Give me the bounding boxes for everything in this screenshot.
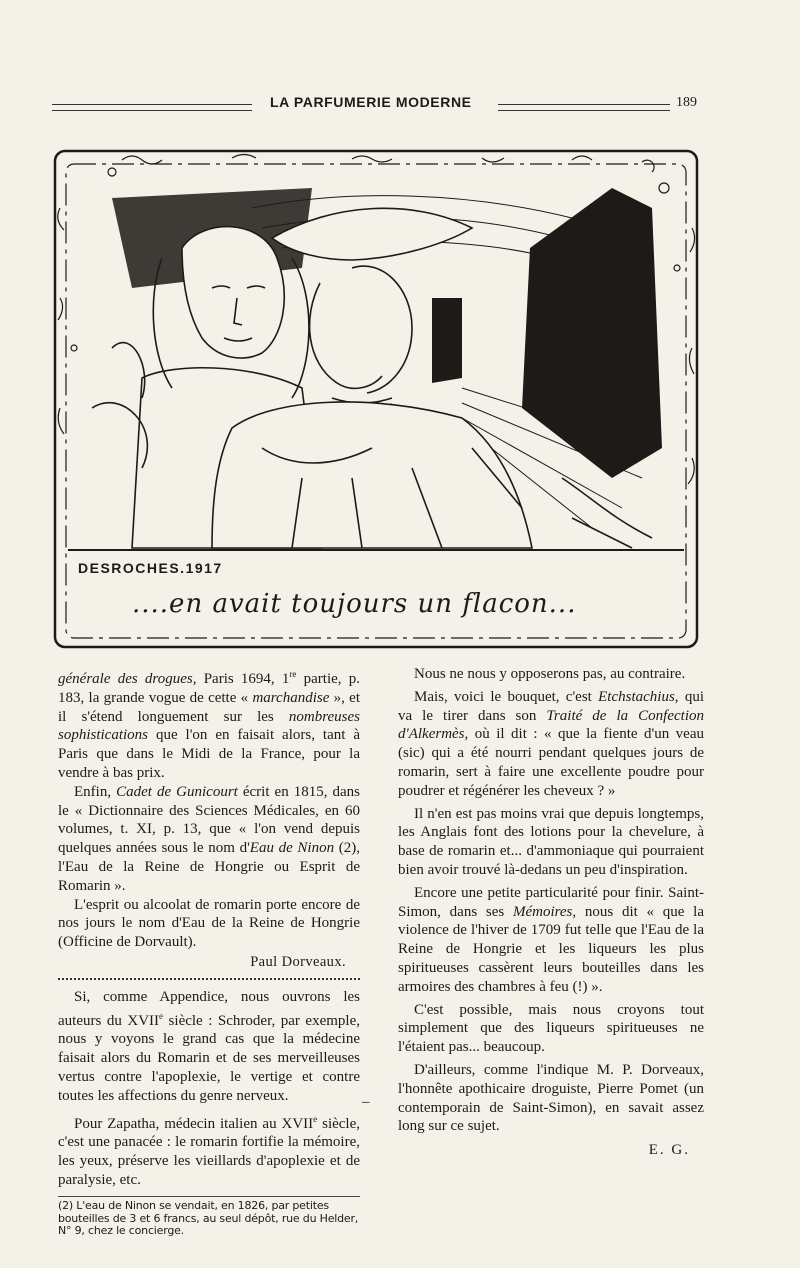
running-title: LA PARFUMERIE MODERNE [270, 94, 472, 110]
page-number: 189 [676, 95, 697, 110]
left-paragraph-4: Si, comme Appendice, nous ouvrons les auteurs du XVIIe siècle : Schroder, par exemple, nous y voyons le grand cas que la médecine faisait alors du Romarin et de ses merveilleuses vertus contre l'apoplexie, le vertige et contre toutes les affections du genre nerveux. [58, 988, 360, 1104]
left-column [58, 665, 360, 1238]
dotted-separator [58, 978, 360, 980]
left-paragraph-3: L'esprit ou alcoolat de romarin porte encore de nos jours le nom d'Eau de la Reine de Hongrie (Officine de Dorvault). [58, 896, 360, 951]
author-signature: Paul Dorveaux. [250, 953, 346, 970]
right-paragraph-5: C'est possible, mais nous croyons tout simplement que des liqueurs spiritueuses ne l'étaient pas... beaucoup. [398, 1001, 704, 1056]
header-rule-left [52, 104, 252, 111]
right-paragraph-1: Nous ne nous y opposerons pas, au contraire. [414, 666, 686, 682]
footnote-rule [58, 1196, 360, 1197]
header-rule-right [498, 104, 670, 111]
footnote: (2) L'eau de Ninon se vendait, en 1826, par petites bouteilles de 3 et 6 francs, au seul dépôt, rue du Helder, N° 9, chez le concierge. [58, 1198, 359, 1238]
right-paragraph-2: Mais, voici le bouquet, c'est Etchstachius, qui va le tirer dans son Traité de la Confection d'Alkermès, où il dit : « que la fiente d'un veau (sic) qui a été nourri pendant quelques jours de romarin, sert à faire une excellente poudre pour poudrer et régénérer les cheveux ? » [398, 688, 704, 799]
right-paragraph-3: Il n'en est pas moins vrai que depuis longtemps, les Anglais font des lotions pour la chevelure, à base de romarin et... d'ammoniaque qui pourraient bien avoir trouvé là-dedans un peu d'inspiration. [398, 805, 704, 878]
author-initials: E. G. [648, 1142, 690, 1159]
right-paragraph-4: Encore une petite particularité pour finir. Saint-Simon, dans ses Mémoires, nous dit « que la violence de l'hiver de 1709 fut telle que l'Eau de la Reine de Hongrie et les liqueurs les plus spiritueuses cassèrent leurs bouteilles dans les armoires des chambres à feu (!) ». [398, 884, 704, 995]
illustration-drawing [52, 148, 700, 650]
left-paragraph-1: générale des drogues, Paris 1694, 1re partie, p. 183, la grande vogue de cette « marchandise », et il s'étend longuement sur les nombreuses sophistications que l'on en faisait alors, tant à Paris que dans le Midi de la France, pour la vendre à bas prix. [58, 669, 361, 781]
right-paragraph-6: D'ailleurs, comme l'indique M. P. Dorveaux, l'honnête apothicaire droguiste, Pierre Pomet (un contemporain de Saint-Simon), en savait assez long sur ce sujet. [398, 1061, 704, 1135]
illustration [52, 148, 700, 650]
right-column [398, 665, 704, 1160]
margin-dash-mark: – [362, 1094, 370, 1110]
illustration-caption: ....en avait toujours un flacon... [132, 589, 577, 619]
artist-signature: DESROCHES.1917 [78, 560, 223, 576]
left-paragraph-5: Pour Zapatha, médecin italien au XVIIe siècle, c'est une panacée : le romarin fortifie la mémoire, les yeux, préserve les vieillards d'apoplexie et de paralysie, etc. [58, 1113, 360, 1188]
left-paragraph-2: Enfin, Cadet de Gunicourt écrit en 1815, dans le « Dictionnaire des Sciences Médicales, en 60 volumes, t. XI, p. 13, que « l'on vend depuis quelques années sous le nom d'Eau de Ninon (2), l'Eau de la Reine de Hongrie ou Esprit de Romarin ». [58, 783, 360, 894]
running-header [52, 94, 702, 118]
